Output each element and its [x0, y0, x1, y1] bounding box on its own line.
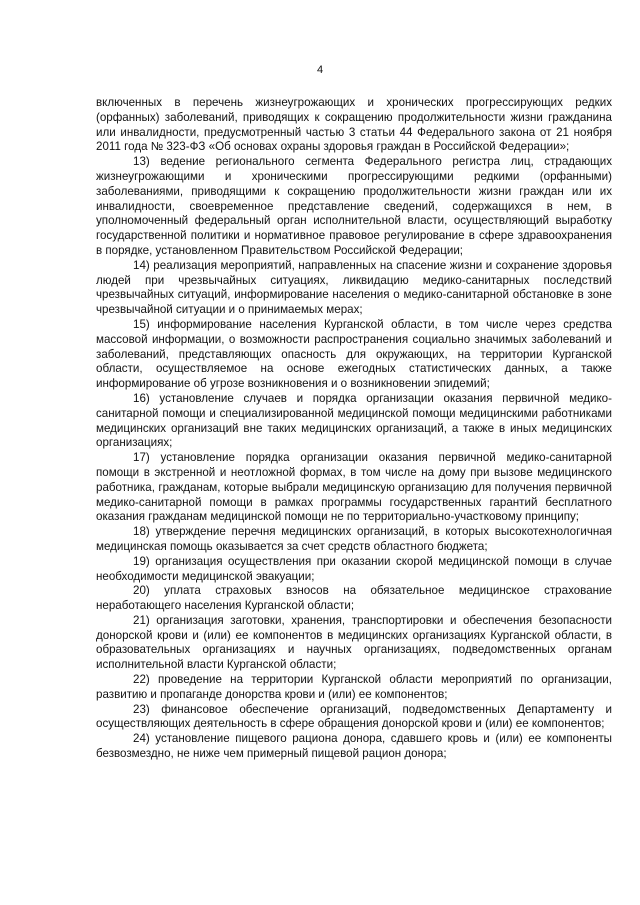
- paragraph: 20) уплата страховых взносов на обязательное медицинское страхование неработающего населения Курганской области;: [96, 584, 612, 613]
- paragraph: включенных в перечень жизнеугрожающих и хронических прогрессирующих редких (орфанных) заболеваний, приводящих к сокращению продолжительности жизни гражданина или инвалидности, предусмотренный частью 3 статьи 44 Федерального закона от 21 ноября 2011 года № 323-ФЗ «Об основах охраны здоровья граждан в Российской Федерации»;: [96, 96, 612, 154]
- paragraph: 23) финансовое обеспечение организаций, подведомственных Департаменту и осуществляющих деятельность в сфере обращения донорской крови и (или) ее компонентов;: [96, 702, 612, 731]
- paragraph: 16) установление случаев и порядка организации оказания первичной медико-санитарной помощи и специализированной медицинской помощи медицинскими работниками медицинских организаций вне таких медицинских организаций, а также в иных медицинских организациях;: [96, 391, 612, 450]
- paragraph: 17) установление порядка организации оказания первичной медико-санитарной помощи в экстренной и неотложной формах, в том числе на дому при вызове медицинского работника, гражданам, которые выбрали медицинскую организацию для получения первичной медико-санитарной помощи в рамках программы государственных гарантий бесплатного оказания гражданам медицинской помощи не по территориально-участковому принципу;: [96, 451, 612, 524]
- paragraph: 21) организация заготовки, хранения, транспортировки и обеспечения безопасности донорской крови и (или) ее компонентов в медицинских организациях Курганской области, в образовательных организациях и научных организациях, подведомственных органам исполнительной власти Курганской области;: [96, 613, 612, 672]
- paragraph: 19) организация осуществления при оказании скорой медицинской помощи в случае необходимости медицинской эвакуации;: [96, 554, 612, 583]
- paragraph: 22) проведение на территории Курганской области мероприятий по организации, развитию и пропаганде донорства крови и (или) ее компонентов;: [96, 673, 612, 701]
- paragraph: 24) установление пищевого рациона донора, сдавшего кровь и (или) ее компоненты безвозмездно, не ниже чем примерный пищевой рацион донора;: [96, 732, 612, 761]
- paragraph: 18) утверждение перечня медицинских организаций, в которых высокотехнологичная медицинская помощь оказывается за счет средств областного бюджета;: [96, 525, 612, 553]
- page-number: 4: [316, 64, 324, 76]
- paragraph: 15) информирование населения Курганской области, в том числе через средства массовой информации, о возможности распространения социально значимых заболеваний и заболеваний, представляющих опасность для окружающих, на территории Курганской области, осуществляемое на основе ежегодных статистических данных, а также информирование об угрозе возникновения и о возникновении эпидемий;: [96, 317, 612, 391]
- document-body: [96, 96, 612, 762]
- paragraph: 14) реализация мероприятий, направленных на спасение жизни и сохранение здоровья людей при чрезвычайных ситуациях, ликвидацию медико-санитарных последствий чрезвычайных ситуаций, информирование населения о медико-санитарной обстановке в зоне чрезвычайной ситуации и о принимаемых мерах;: [96, 258, 612, 317]
- paragraph: 13) ведение регионального сегмента Федерального регистра лиц, страдающих жизнеугрожающими и хроническими прогрессирующими редкими (орфанными) заболеваниями, приводящими к сокращению продолжительности жизни граждан или их инвалидности, своевременное представление сведений, содержащихся в нем, в уполномоченный федеральный орган исполнительной власти, осуществляющий выработку государственной политики и нормативное правовое регулирование в сфере здравоохранения в порядке, установленном Правительством Российской Федерации;: [96, 155, 612, 257]
